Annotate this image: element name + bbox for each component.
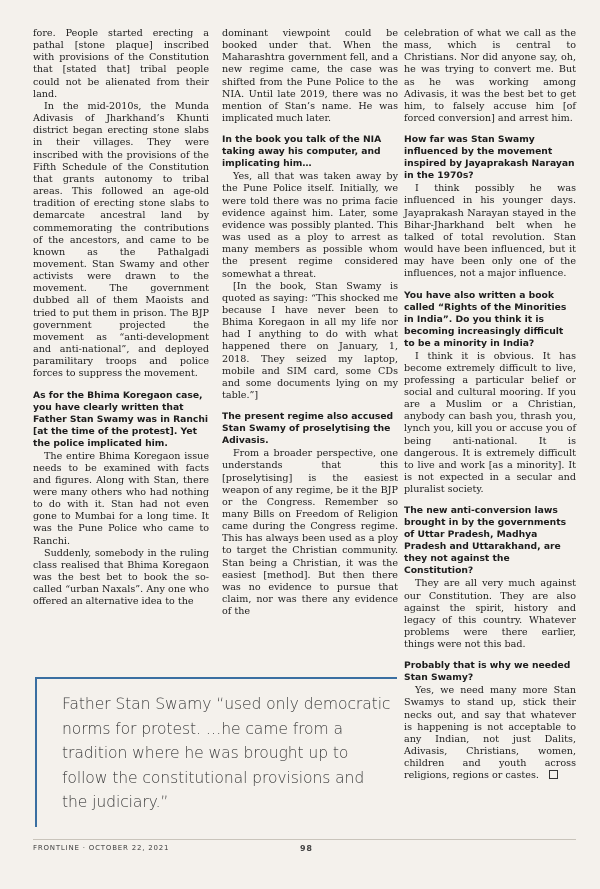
paragraph: Yes, all that was taken away by the Pune Police itself. Initially, we were told there was no prima facie evidence against him. Later, some evidence was possibly planted. This was used as a ploy to arrest as many members as possible whom the present regime considered somewhat a threat.: [222, 171, 398, 280]
article-column-1: [33, 28, 209, 609]
paragraph: I think it is obvious. It has become extremely difficult to live, professing a particular belief or social and cultural mooring. If you are a Muslim or a Christian, anybody can bash you, thrash you, lynch you, kill you or accuse you of being anti-national. It is dangerous. It is extremely difficult to live and work [as a minority]. It is not expected in a secular and pluralist society.: [404, 350, 576, 496]
page-number: 98: [300, 844, 313, 853]
interview-question: As for the Bhima Koregaon case, you have clearly written that Father Stan Swamy was in Ranchi [at the time of the protest]. Yet the police implicated him.: [33, 389, 209, 449]
paragraph: [In the book, Stan Swamy is quoted as saying: “This shocked me because I have never been to Bhima Koregaon in all my life nor had I anything to do with what happened there on January, 1, 2018. They seized my laptop, mobile and SIM card, some CDs and some documents lying on my table.”]: [222, 280, 398, 402]
pull-quote-text: Father Stan Swamy “used only democratic norms for protest. …he came from a tradition where he was brought up to follow the constitutional provisions and the judiciary.”: [62, 695, 391, 812]
interview-question: How far was Stan Swamy influenced by the movement inspired by Jayaprakash Narayan in the 1970s?: [404, 134, 575, 182]
paragraph: In the mid-2010s, the Munda Adivasis of Jharkhand’s Khunti district began erecting stone slabs in their villages. They were inscribed with the provisions of the Fifth Schedule of the Constitution that grants autonomy to tribal areas. This followed an age-old tradition of erecting stone slabs to demarcate ancestral land by commemorating the contributions of the ancestors, and came to be known as the Pathalgadi movement. Stan Swamy and other activists were drawn to the movement. The government dubbed all of them Maoists and tried to put them in prison. The BJP government projected the movement as “anti-development and anti-national”, and deployed paramilitary troops and police forces to suppress the movement.: [33, 100, 209, 380]
article-column-3: [404, 28, 576, 783]
pull-quote-box: [35, 677, 397, 827]
interview-question: Probably that is why we needed Stan Swamy?: [404, 660, 571, 684]
interview-question: You have also written a book called “Rights of the Minorities in India”. Do you think it is becoming increasingly difficult to be a minority in India?: [404, 289, 567, 349]
interview-question: The present regime also accused Stan Swamy of proselytising the Adivasis.: [222, 411, 394, 447]
paragraph: They are all very much against our Constitution. They are also against the spirit, history and legacy of this country. Whatever problems were there earlier, things were not this bad.: [404, 578, 576, 651]
paragraph-text: Yes, we need many more Stan Swamys to stand up, stick their necks out, and say that whatever is happening is not acceptable to any Indian, not just Dalits, Adivasis, Christians, women, children and youth across religions, regions or castes.: [404, 685, 576, 782]
paragraph: Suddenly, somebody in the ruling class realised that Bhima Koregaon was the best bet to book the so-called “urban Naxals”. Any one who offered an alternative idea to the: [33, 547, 209, 608]
paragraph: [404, 685, 576, 782]
article-column-2: [222, 28, 398, 618]
paragraph: celebration of what we call as the mass, which is central to Christians. Nor did anyone say, oh, he was trying to convert me. But as he was working among Adivasis, it was the best bet to get him, to falsely accuse him [of forced conversion] and arrest him.: [404, 28, 576, 125]
page-footer: [33, 839, 576, 854]
paragraph: I think possibly he was influenced in his younger days. Jayaprakash Narayan stayed in the Bihar-Jharkhand belt when he talked of total revolution. Stan would have been influenced, but it may have been only one of the influences, not a major influence.: [404, 183, 576, 280]
footer-publication: FRONTLINE · OCTOBER 22, 2021: [33, 844, 170, 852]
paragraph: From a broader perspective, one understands that this [proselytising] is the easiest weapon of any regime, be it the BJP or the Congress. Remember so many Bills on Freedom of Religion came during the Congress regime. This has always been used as a ploy to target the Christian community. Stan being a Christian, it was the easiest [method]. But then there was no evidence to pursue that claim, nor was there any evidence of the: [222, 448, 398, 618]
interview-question: In the book you talk of the NIA taking away his computer, and implicating him…: [222, 134, 382, 170]
end-mark-icon: [549, 770, 558, 779]
paragraph: dominant viewpoint could be booked under that. When the Maharashtra government fell, and a new regime came, the case was shifted from the Pune Police to the NIA. Until late 2019, there was no mention of Stan’s name. He was implicated much later.: [222, 28, 398, 125]
paragraph: fore. People started erecting a pathal [stone plaque] inscribed with provisions of the Constitution that [stated that] tribal people could not be alienated from their land.: [33, 28, 209, 100]
interview-question: The new anti-conversion laws brought in by the governments of Uttar Pradesh, Madhya Pradesh and Uttarakhand, are they not against the Constitution?: [404, 505, 567, 577]
paragraph: The entire Bhima Koregaon issue needs to be examined with facts and figures. Along with Stan, there were many others who had nothing to do with it. Stan had not even gone to Mumbai for a long time. It was the Pune Police who came to Ranchi.: [33, 450, 209, 547]
